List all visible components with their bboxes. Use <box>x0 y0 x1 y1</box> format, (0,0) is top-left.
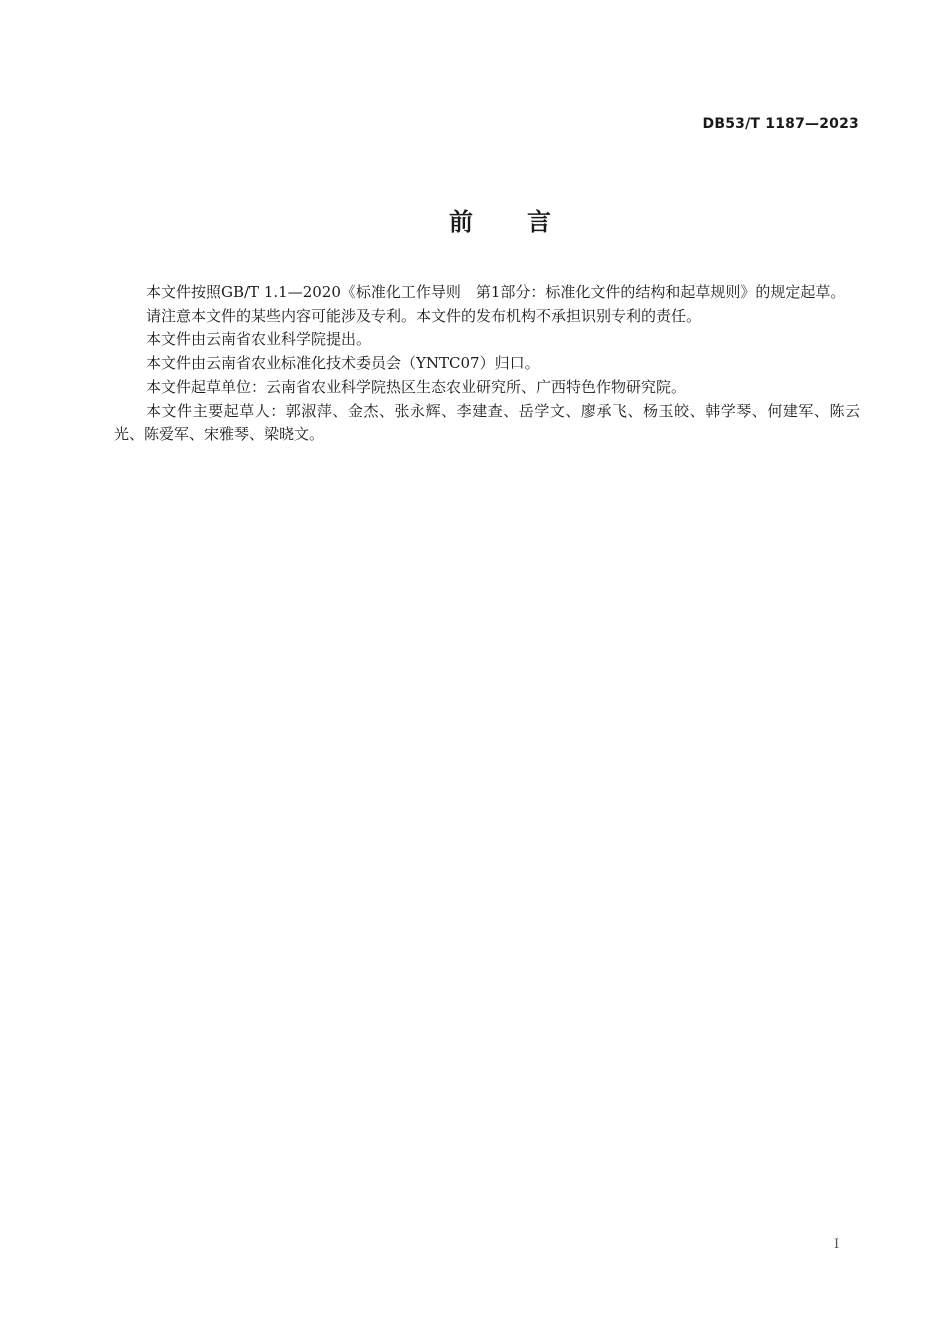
paragraph-proposed-by: 本文件由云南省农业科学院提出。 <box>146 330 372 349</box>
paragraph-drafters: 本文件主要起草人：郭淑萍、金杰、张永辉、李建查、岳学文、廖承飞、杨玉皎、韩学琴、何建军、陈云光、陈爱军、宋雅琴、梁晓文。 <box>114 401 860 444</box>
page-title: 前言 <box>449 208 605 236</box>
paragraph-drafting-units: 本文件起草单位：云南省农业科学院热区生态农业研究所、广西特色作物研究院。 <box>146 377 687 396</box>
paragraph-drafting-rules: 本文件按照GB/T 1.1—2020《标准化工作导则 第1部分：标准化文件的结构和起草规则》的规定起草。 <box>146 283 846 301</box>
page-number: I <box>834 1237 840 1252</box>
document-code: DB53/T 1187—2023 <box>702 116 859 132</box>
paragraph-centralized-by: 本文件由云南省农业标准化技术委员会（YNTC07）归口。 <box>146 354 540 373</box>
paragraph-patent-notice: 请注意本文件的某些内容可能涉及专利。本文件的发布机构不承担识别专利的责任。 <box>146 306 702 325</box>
foreword-body <box>114 281 860 447</box>
